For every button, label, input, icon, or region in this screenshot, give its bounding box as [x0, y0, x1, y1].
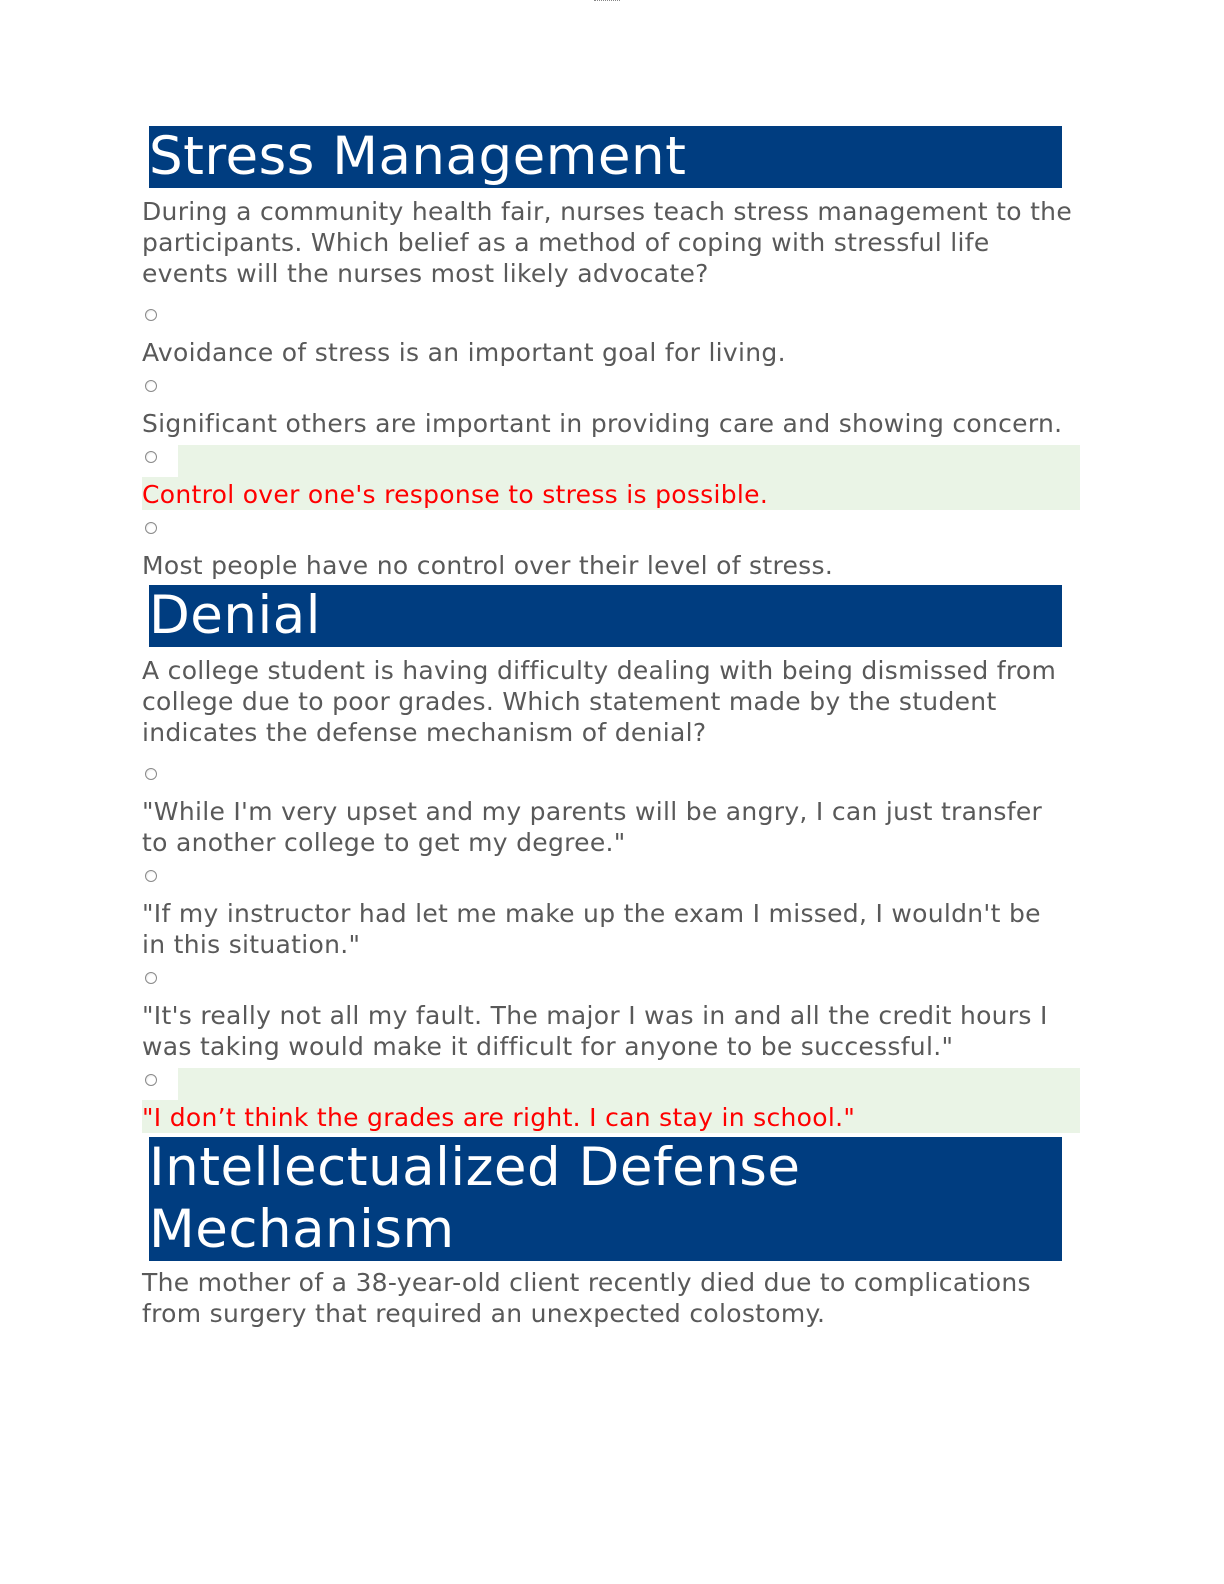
answer-options	[142, 303, 1072, 581]
section-intellectualized-defense	[142, 1137, 1072, 1329]
section-title: Intellectualized Defense Mechanism	[149, 1137, 1062, 1261]
radio-button-icon[interactable]	[145, 768, 157, 780]
question-text: The mother of a 38-year-old client recently died due to complications from surgery that required an unexpected colostomy.	[142, 1268, 1031, 1328]
question-text: During a community health fair, nurses teach stress management to the participants. Which belief as a method of coping with stressful life events will the nurses most likely advocate?	[142, 197, 1073, 288]
answer-option-label: "If my instructor had let me make up the exam I missed, I wouldn't be in this situation."	[142, 899, 1041, 959]
answer-option-correct[interactable]	[142, 1068, 1072, 1133]
radio-button-icon[interactable]	[145, 309, 157, 321]
page-header-mark	[594, 0, 620, 4]
radio-button-icon[interactable]	[145, 1074, 157, 1086]
section-stress-management	[142, 126, 1072, 581]
answer-options	[142, 762, 1072, 1133]
answer-option[interactable]	[142, 966, 1072, 1062]
answer-option[interactable]	[142, 374, 1072, 439]
document-content	[142, 126, 1072, 1329]
answer-option-correct[interactable]	[142, 445, 1072, 510]
answer-option[interactable]	[142, 864, 1072, 960]
answer-option[interactable]	[142, 516, 1072, 581]
radio-button-icon[interactable]	[145, 522, 157, 534]
answer-option-label: Avoidance of stress is an important goal for living.	[142, 338, 786, 367]
answer-option[interactable]	[142, 762, 1072, 858]
answer-option-label: "It's really not all my fault. The major I was in and all the credit hours I was taking would make it difficult for anyone to be successful."	[142, 1001, 1048, 1061]
section-denial	[142, 585, 1072, 1133]
correct-highlight	[178, 1068, 1080, 1100]
radio-button-icon[interactable]	[145, 380, 157, 392]
answer-option-label: "I don’t think the grades are right. I can stay in school."	[142, 1103, 856, 1132]
correct-highlight	[178, 445, 1080, 477]
question-text: A college student is having difficulty dealing with being dismissed from college due to poor grades. Which statement made by the student indicates the defense mechanism of denial?	[142, 656, 1057, 747]
answer-option-label: Most people have no control over their level of stress.	[142, 551, 834, 580]
answer-option[interactable]	[142, 303, 1072, 368]
section-title: Stress Management	[149, 126, 1062, 188]
radio-button-icon[interactable]	[145, 451, 157, 463]
section-title: Denial	[149, 585, 1062, 647]
answer-option-label: Significant others are important in providing care and showing concern.	[142, 409, 1063, 438]
radio-button-icon[interactable]	[145, 870, 157, 882]
answer-option-label: Control over one's response to stress is possible.	[142, 480, 769, 509]
answer-option-label: "While I'm very upset and my parents will be angry, I can just transfer to another college to get my degree."	[142, 797, 1043, 857]
radio-button-icon[interactable]	[145, 972, 157, 984]
